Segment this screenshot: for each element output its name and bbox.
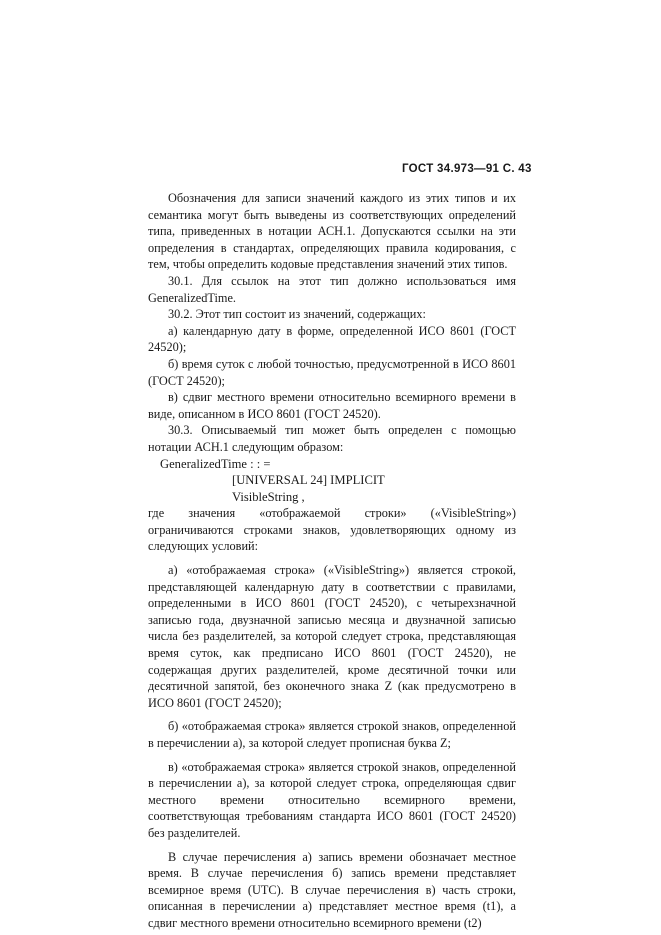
asn1-definition-line-3: VisibleString ,	[232, 489, 305, 504]
asn1-definition-line-2: [UNIVERSAL 24] IMPLICIT	[232, 473, 385, 488]
clause-30-2-item-b: б) время суток с любой точностью, предусмотренной в ИСО 8601 (ГОСТ 24520);	[148, 356, 516, 388]
asn1-definition-line-1: GeneralizedTime : : =	[160, 456, 271, 471]
clause-30-2: 30.2. Этот тип состоит из значений, содержащих:	[168, 307, 426, 322]
clause-30-1: 30.1. Для ссылок на этот тип должно использоваться имя GeneralizedTime.	[148, 273, 516, 305]
intro-paragraph: Обозначения для записи значений каждого из этих типов и их семантика могут быть выведены из соответствующих определений типа, приведенных в нотации АСН.1. Допускаются ссылки на эти определения в стандартах, определяющих правила кодирования, с тем, чтобы определить кодовые представления значений этих типов.	[148, 191, 516, 272]
final-paragraph: В случае перечисления а) запись времени обозначает местное время. В случае перечисления б) запись времени представляет всемирное время (UTC). В случае перечисления в) часть строки, описанная в перечислении а) представляет местное время (t1), а сдвиг местного времени относительно всемирного времени (t2)	[148, 849, 516, 930]
page-header: ГОСТ 34.973—91 С. 43	[402, 163, 532, 175]
where-paragraph: где значения «отображаемой строки» («VisibleString») ограничиваются строками знаков, удовлетворяющих одному из следующих условий:	[148, 506, 516, 554]
clause-30-3: 30.3. Описываемый тип может быть определен с помощью нотации АСН.1 следующим образом:	[148, 423, 516, 454]
clause-30-2-item-c: в) сдвиг местного времени относительно всемирного времени в виде, описанном в ИСО 8601 (ГОСТ 24520).	[148, 390, 516, 421]
clause-30-2-item-a: а) календарную дату в форме, определенной ИСО 8601 (ГОСТ 24520);	[148, 323, 516, 355]
condition-a: а) «отображаемая строка» («VisibleString») является строкой, представляющей календарную дату в соответствии с правилами, определенными в ИСО 8601 (ГОСТ 24520), с четырехзначной записью года, двузначной записью месяца и двузначной записью числа без разделителей, за которой следует строка, представляющая время суток, как предписано ИСО 8601 (ГОСТ 24520), не содержащая других разделителей, кроме десятичной точки или десятичной запятой, без оконечного знака Z (как предусмотрено в ИСО 8601 (ГОСТ 24520);	[148, 563, 516, 710]
page-body	[148, 190, 516, 932]
condition-b: б) «отображаемая строка» является строкой знаков, определенной в перечислении а), за которой следует прописная буква Z;	[148, 719, 516, 750]
condition-c: в) «отображаемая строка» является строкой знаков, определенной в перечислении а), за которой следует строка, определяющая сдвиг местного времени относительно всемирного времени, соответствующая требованиям стандарта ИСО 8601 (ГОСТ 24520) без разделителей.	[148, 759, 516, 840]
